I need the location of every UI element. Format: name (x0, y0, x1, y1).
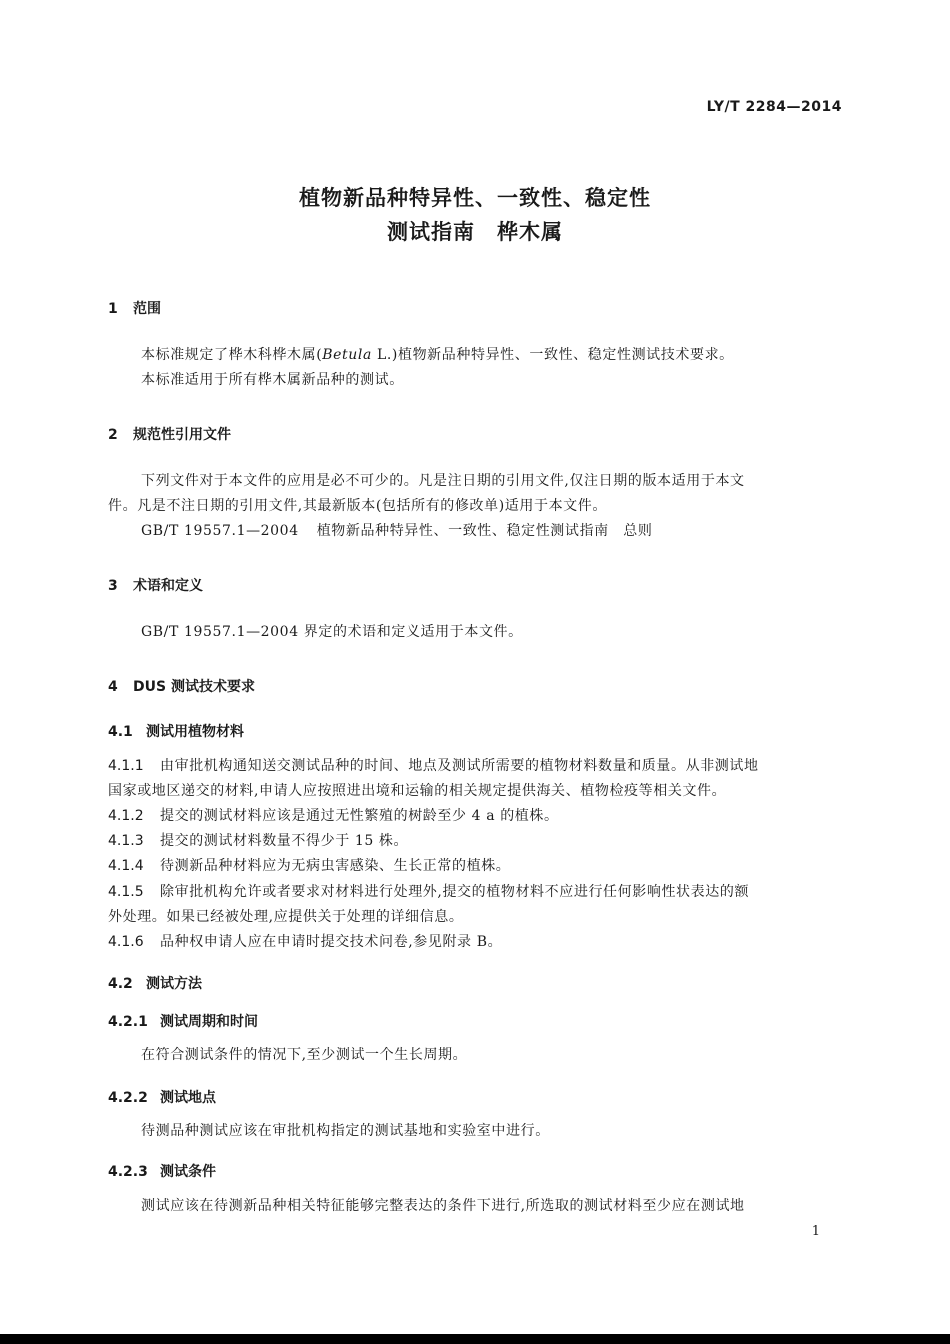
text: 提交的测试材料应该是通过无性繁殖的树龄至少 4 a 的植株。 (160, 808, 559, 824)
normative-reference (141, 519, 844, 544)
clause-number: 4.1.4 (108, 858, 144, 874)
section-1-heading (108, 298, 161, 318)
clause-number: 4.1.2 (108, 808, 144, 824)
clause-4-1-6 (108, 930, 844, 955)
text: L.)植物新品种特异性、一致性、稳定性测试技术要求。 (371, 347, 734, 363)
clause-number: 4.1.1 (108, 758, 144, 774)
section-4-2-1-heading (108, 1011, 258, 1031)
section-4-2-3-para: 测试应该在待测新品种相关特征能够完整表达的条件下进行,所选取的测试材料至少应在测试地 (141, 1198, 745, 1214)
section-3-heading (108, 575, 203, 595)
bottom-border (0, 1334, 950, 1344)
document-title-line2: 测试指南 桦木属 (387, 220, 563, 244)
text: 除审批机构允许或者要求对材料进行处理外,提交的植物材料不应进行任何影响性状表达的额 (160, 884, 750, 900)
section-4-2-3-heading (108, 1161, 216, 1181)
section-title: 测试用植物材料 (146, 724, 244, 740)
clause-4-1-1-line-1 (108, 754, 844, 779)
section-number: 1 (108, 301, 118, 317)
section-2-para-1-line-1: 下列文件对于本文件的应用是必不可少的。凡是注日期的引用文件,仅注日期的版本适用于本文 (141, 473, 745, 489)
section-4-heading (108, 676, 255, 696)
section-4-1-heading (108, 721, 244, 741)
section-title: 测试条件 (160, 1164, 216, 1180)
text: 由审批机构通知送交测试品种的时间、地点及测试所需要的植物材料数量和质量。从非测试地 (160, 758, 759, 774)
section-4-2-2-para: 待测品种测试应该在审批机构指定的测试基地和实验室中进行。 (141, 1123, 550, 1139)
section-number: 4.2.1 (108, 1014, 148, 1030)
section-title: 测试方法 (146, 976, 202, 992)
section-1-para-2: 本标准适用于所有桦木属新品种的测试。 (141, 372, 404, 388)
section-number: 4.2 (108, 976, 133, 992)
section-1-para-1 (141, 343, 844, 368)
section-title: 术语和定义 (133, 578, 203, 594)
clause-4-1-4 (108, 854, 844, 879)
text: 品种权申请人应在申请时提交技术问卷,参见附录 B。 (160, 934, 503, 950)
reference-title: 植物新品种特异性、一致性、稳定性测试指南 总则 (316, 523, 653, 539)
section-4-2-2-heading (108, 1087, 216, 1107)
section-number: 4 (108, 679, 118, 695)
clause-number: 4.1.3 (108, 833, 144, 849)
section-title: DUS 测试技术要求 (133, 679, 255, 695)
section-number: 4.1 (108, 724, 133, 740)
clause-4-1-5-line-2: 外处理。如果已经被处理,应提供关于处理的详细信息。 (108, 909, 464, 925)
clause-4-1-3 (108, 829, 844, 854)
clause-number: 4.1.6 (108, 934, 144, 950)
clause-4-1-5-line-1 (108, 880, 844, 905)
section-number: 4.2.3 (108, 1164, 148, 1180)
genus-name-italic: Betula (322, 347, 372, 363)
section-number: 3 (108, 578, 118, 594)
clause-number: 4.1.5 (108, 884, 144, 900)
section-title: 范围 (133, 301, 161, 317)
section-2-heading (108, 424, 231, 444)
text: 待测新品种材料应为无病虫害感染、生长正常的植株。 (160, 858, 511, 874)
text: 本标准规定了桦木科桦木属( (141, 347, 323, 363)
section-title: 测试地点 (160, 1090, 216, 1106)
document-title-line1: 植物新品种特异性、一致性、稳定性 (299, 186, 651, 210)
section-number: 2 (108, 427, 118, 443)
standard-code: LY/T 2284—2014 (706, 99, 842, 115)
clause-4-1-2 (108, 804, 844, 829)
section-4-2-1-para: 在符合测试条件的情况下,至少测试一个生长周期。 (141, 1047, 468, 1063)
clause-4-1-1-line-2: 国家或地区递交的材料,申请人应按照进出境和运输的相关规定提供海关、植物检疫等相关文件。 (108, 783, 727, 799)
page-number: 1 (811, 1224, 820, 1239)
text: 提交的测试材料数量不得少于 15 株。 (160, 833, 409, 849)
section-3-para-1: GB/T 19557.1—2004 界定的术语和定义适用于本文件。 (141, 624, 523, 640)
section-4-2-heading (108, 973, 202, 993)
reference-code: GB/T 19557.1—2004 (141, 523, 299, 539)
section-title: 规范性引用文件 (133, 427, 231, 443)
section-2-para-1-line-2: 件。凡是不注日期的引用文件,其最新版本(包括所有的修改单)适用于本文件。 (108, 498, 607, 514)
section-title: 测试周期和时间 (160, 1014, 258, 1030)
section-number: 4.2.2 (108, 1090, 148, 1106)
